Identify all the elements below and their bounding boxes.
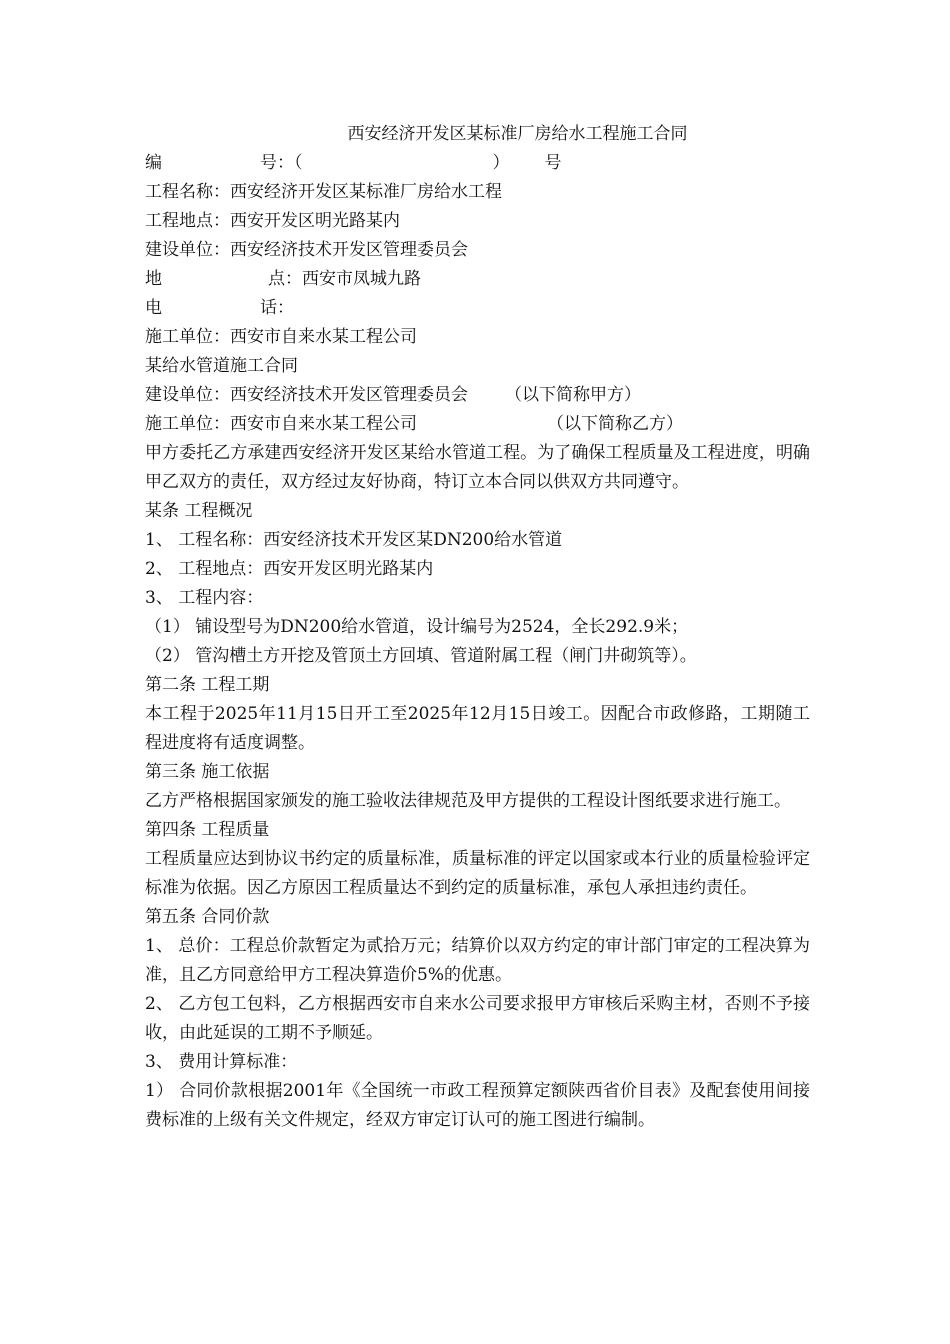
- number-label-b: 号：（: [260, 153, 303, 173]
- party-b-line: [145, 410, 810, 439]
- article-1-item: 1、 工程名称：西安经济技术开发区某DN200给水管道: [145, 530, 563, 550]
- contract-subtitle: 某给水管道施工合同: [145, 356, 298, 376]
- article-4-text: 工程质量应达到协议书约定的质量标准，质量标准的评定以国家或本行业的质量检验评定标准为依据。因乙方原因工程质量达不到约定的质量标准，承包人承担违约责任。: [145, 849, 810, 898]
- party-b: 施工单位：西安市自来水某工程公司: [145, 414, 417, 434]
- article-5-item: 1、 总价：工程总价款暂定为贰拾万元；结算价以双方约定的审计部门审定的工程决算为准，且乙方同意给甲方工程决算造价5%的优惠。: [145, 936, 810, 985]
- article-5-title: 第五条 合同价款: [145, 907, 270, 927]
- contract-title: 西安经济开发区某标准厂房给水工程施工合同: [347, 124, 688, 144]
- article-4-title: 第四条 工程质量: [145, 820, 270, 840]
- article-5-item: 3、 费用计算标准：: [145, 1052, 298, 1072]
- number-suffix: 号: [544, 153, 562, 173]
- phone-line: [145, 294, 810, 323]
- party-a: 建设单位：西安经济技术开发区管理委员会: [145, 385, 468, 405]
- address-label-a: 地: [145, 269, 162, 289]
- address-line: [145, 265, 810, 294]
- intro-paragraph: 甲方委托乙方承建西安经济开发区某给水管道工程。为了确保工程质量及工程进度，明确甲乙双方的责任，双方经过友好协商，特订立本合同以供双方共同遵守。: [145, 443, 810, 492]
- number-label-a: 编: [145, 153, 162, 173]
- contract-body: [145, 120, 810, 1135]
- phone-label-a: 电: [145, 298, 162, 318]
- party-a-line: [145, 381, 810, 410]
- article-5-subitem: 1） 合同价款根据2001年《全国统一市政工程预算定额陕西省价目表》及配套使用间接费标准的上级有关文件规定，经双方审定订认可的施工图进行编制。: [145, 1081, 810, 1130]
- article-5-item: 2、 乙方包工包料，乙方根据西安市自来水公司要求报甲方审核后采购主材，否则不予接收，由此延误的工期不予顺延。: [145, 994, 810, 1043]
- article-3-title: 第三条 施工依据: [145, 762, 270, 782]
- article-1-item: 2、 工程地点：西安开发区明光路某内: [145, 559, 434, 579]
- contract-number-line: [145, 149, 810, 178]
- owner-unit: 建设单位：西安经济技术开发区管理委员会: [145, 240, 468, 260]
- contractor-unit: 施工单位：西安市自来水某工程公司: [145, 327, 417, 347]
- article-1-title: 某条 工程概况: [145, 501, 253, 521]
- address-label-b: 点：西安市凤城九路: [268, 269, 421, 289]
- article-1-subitem: （2） 管沟槽土方开挖及管顶土方回填、管道附属工程（闸门井砌筑等）。: [145, 646, 697, 666]
- project-name: 工程名称：西安经济开发区某标准厂房给水工程: [145, 182, 502, 202]
- project-location: 工程地点：西安开发区明光路某内: [145, 211, 400, 231]
- article-3-text: 乙方严格根据国家颁发的施工验收法律规范及甲方提供的工程设计图纸要求进行施工。: [145, 791, 791, 811]
- number-close: ）: [492, 153, 510, 173]
- phone-label-b: 话：: [260, 298, 294, 318]
- party-a-note: （以下简称甲方）: [505, 385, 641, 405]
- article-1-subitem: （1） 铺设型号为DN200给水管道，设计编号为2524，全长292.9米；: [145, 617, 689, 637]
- article-2-text: 本工程于2025年11月15日开工至2025年12月15日竣工。因配合市政修路，工期随工程进度将有适度调整。: [145, 704, 810, 753]
- party-b-note: （以下简称乙方）: [547, 414, 683, 434]
- article-2-title: 第二条 工程工期: [145, 675, 270, 695]
- article-1-item: 3、 工程内容：: [145, 588, 264, 608]
